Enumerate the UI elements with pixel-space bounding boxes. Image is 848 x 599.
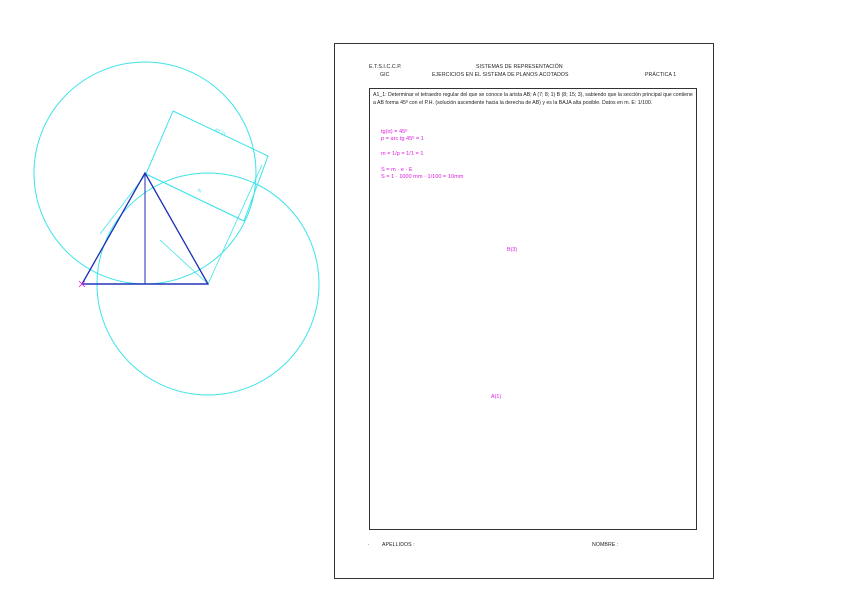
note-interval-formula: S = m · e · E <box>381 167 413 173</box>
footer-dot: . <box>368 541 370 547</box>
point-label-a: A(1) <box>491 394 502 400</box>
header-course: GIC <box>380 72 390 78</box>
exercise-sheet <box>334 43 714 579</box>
auxiliary-line-2 <box>208 165 262 284</box>
header-school: E.T.S.I.C.C.P. <box>369 64 402 70</box>
point-label-b: B(3) <box>507 247 518 253</box>
auxiliary-diagonal <box>146 174 244 221</box>
header-subject: SISTEMAS DE REPRESENTACIÓN <box>476 64 563 70</box>
note-module: m = 1/p = 1/1 = 1 <box>381 151 424 157</box>
note-angle: tg(α) = 45º <box>381 129 408 135</box>
statement-frame <box>369 88 697 530</box>
statement-text: A1_1: Determinar el tetraedro regular del que se conoce la arista AB; A (7; 8; 1) B (8; 15; 3), sabiendo que la sección principal que contiene a AB forma 45º con el P.H. (solución ascendente hacia la derecha de AB) y es la BAJA alta posible. Datos en m. E: 1/100. <box>373 92 693 106</box>
header-practice: PRÁCTICA 1 <box>645 72 677 78</box>
header-topic: EJERCICIOS EN EL SISTEMA DE PLANOS ACOTADOS <box>432 72 569 78</box>
footer-name-label: NOMBRE : <box>592 542 619 548</box>
note-slope: p = arc tg 45º = 1 <box>381 136 424 142</box>
note-interval-value: S = 1 · 1000 mm · 1/100 = 10mm <box>381 174 464 180</box>
footer-surnames-label: APELLIDOS : <box>382 542 415 548</box>
aux-label-upper: AT 1L <box>213 127 228 139</box>
auxiliary-construction <box>34 62 319 395</box>
aux-label-lower: m <box>196 187 203 195</box>
auxiliary-rectangle <box>146 111 268 221</box>
